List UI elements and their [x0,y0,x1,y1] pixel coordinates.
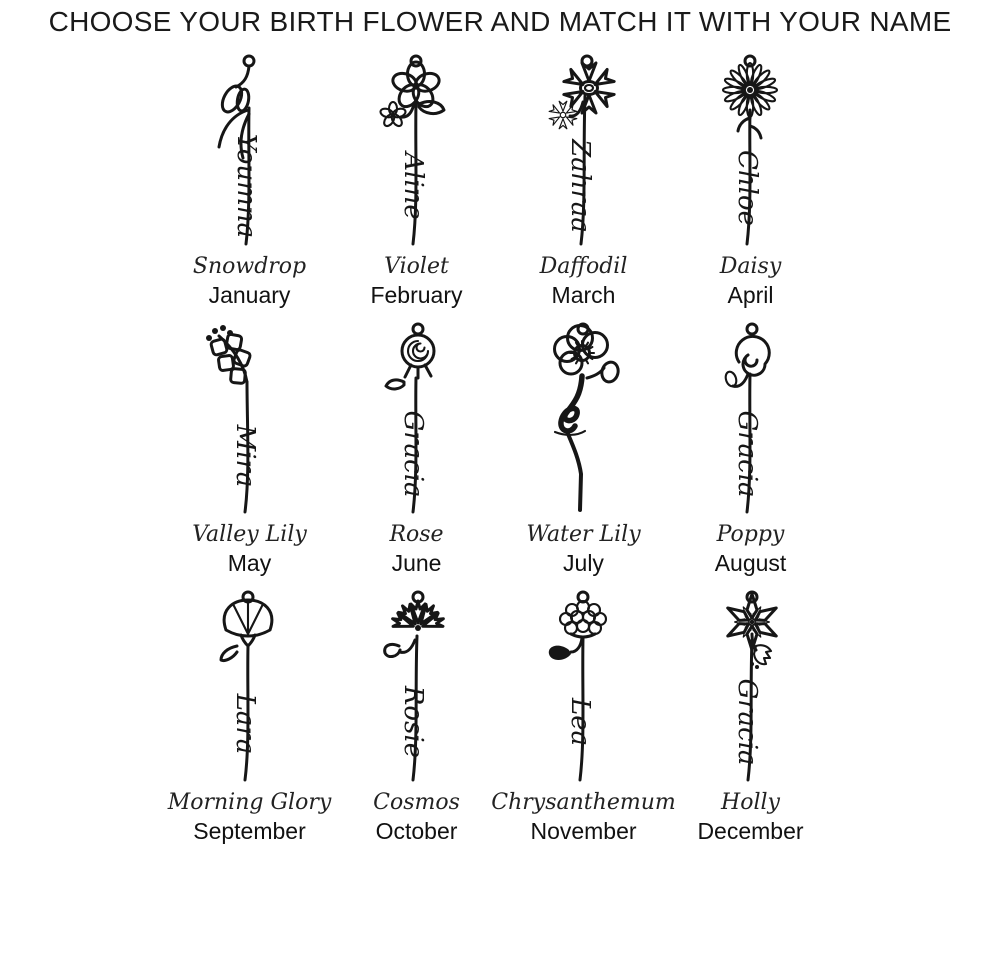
month-label: November [530,818,637,845]
stem-name-text: Gracia [731,678,762,766]
flower-option-february[interactable] [333,52,500,310]
flower-head [379,62,444,128]
flower-grid [0,52,1000,846]
stem-name-text: Zahraa [564,139,595,233]
flower-option-august[interactable] [667,320,834,578]
holly-pendant-icon [686,588,816,788]
stem-name-text: Chloe [731,150,762,226]
month-label: April [727,282,774,309]
flower-head [548,601,605,660]
stem-name-text: Lea [564,698,595,747]
flower-name-label: Daisy [719,254,782,279]
stem-name-text: Youmna [230,133,261,239]
flower-name-label: Water Lily [526,522,641,548]
flower-name-label: Rose [389,522,444,548]
flower-name-label: Valley Lily [192,522,307,548]
month-label: February [370,282,463,309]
morning-glory-pendant-icon [185,588,315,788]
chrysanthemum-pendant-icon [519,588,649,788]
flower-option-june[interactable] [333,320,500,578]
month-label: December [697,818,804,845]
flower-head [554,326,620,384]
month-label: January [208,282,291,309]
rose-pendant-icon [352,320,482,520]
flower-option-january[interactable] [166,52,333,310]
month-label: June [391,550,442,577]
flower-option-april[interactable] [667,52,834,310]
month-label: August [714,550,787,577]
poppy-pendant-icon [686,320,816,520]
month-label: March [551,282,616,309]
stem-flourish [555,376,585,510]
month-label: May [227,550,272,577]
flower-name-label: Morning Glory [167,790,332,816]
stem-name-text: Rosie [397,685,428,759]
flower-option-october[interactable] [333,588,500,846]
flower-head [549,63,614,129]
stem-name-text: Aline [397,152,428,220]
flower-option-july[interactable] [500,320,667,578]
hanging-loop [745,56,755,66]
flower-name-label: Violet [384,254,449,279]
stem-name-text: Mira [229,424,260,488]
hanging-loop [413,324,423,334]
stem-name-text: Lara [229,693,260,755]
hanging-loop [747,324,757,334]
flower-head [386,335,434,389]
water-lily-pendant-icon [519,320,649,520]
flower-name-label: Holly [721,790,780,816]
cosmos-pendant-icon [352,588,482,788]
flower-name-label: Cosmos [373,790,460,816]
flower-head [206,325,251,384]
flower-name-label: Chrysanthemum [491,790,676,816]
flower-option-march[interactable] [500,52,667,310]
flower-option-september[interactable] [166,588,333,846]
flower-name-label: Poppy [716,522,785,548]
flower-head [723,336,768,387]
flower-name-label: Daffodil [539,254,628,279]
stem-name-text: Gracia [397,410,428,498]
month-label: September [193,818,306,845]
flower-option-may[interactable] [166,320,333,578]
valley-lily-pendant-icon [185,320,315,520]
flower-name-label: Snowdrop [192,254,307,279]
hanging-loop [244,56,254,66]
flower-option-december[interactable] [667,588,834,846]
daffodil-pendant-icon [519,52,649,252]
daisy-pendant-icon [686,52,816,252]
month-label: July [563,550,604,577]
violet-pendant-icon [352,52,482,252]
stem-name-text: Gracia [731,410,762,498]
month-label: October [375,818,458,845]
page-title: CHOOSE YOUR BIRTH FLOWER AND MATCH IT WITH YOUR NAME [48,6,952,37]
snowdrop-pendant-icon [185,52,315,252]
flower-option-november[interactable] [491,588,676,846]
